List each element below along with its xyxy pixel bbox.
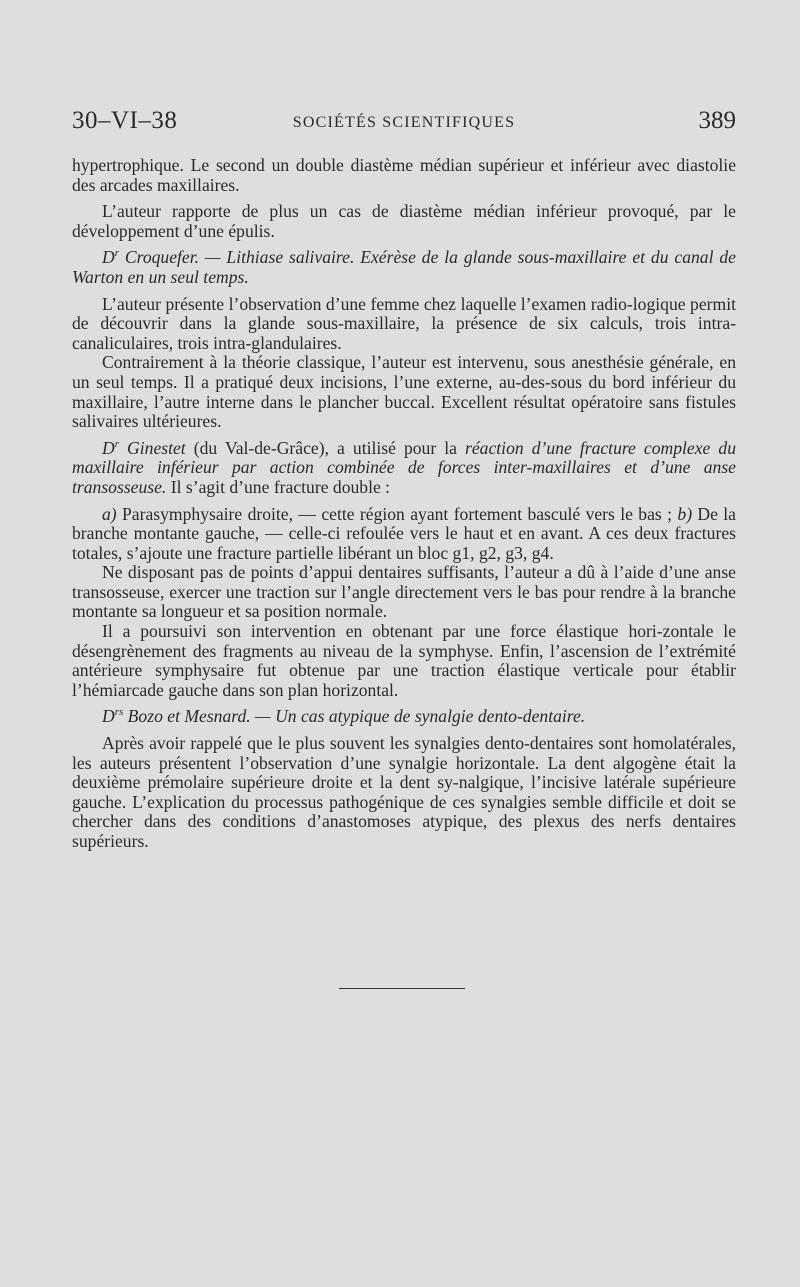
list-marker-a: a) — [102, 503, 117, 524]
section-heading-bozo-mesnard — [72, 707, 736, 727]
paragraph: Après avoir rappelé que le plus souvent les synalgies dento-dentaires sont homolatérales, les auteurs présentent l’observation d’une synalgie horizontale. La dent algogène était la deuxième prémolaire supérieure droite et la dent sy-nalgique, l’incisive latérale supérieure gauche. L’explication du processus pathogénique de ces synalgies semble difficile et doit se chercher dans des conditions d’anastomoses atypique, des plexus des nerfs dentaires supérieurs. — [72, 733, 736, 851]
author-title-sup: r — [114, 247, 119, 260]
section-heading-croquefer — [72, 248, 736, 287]
header-running-title: SOCIÉTÉS SCIENTIFIQUES — [292, 114, 516, 131]
section-divider — [339, 988, 465, 989]
heading-text: Croquefer. — Lithiase salivaire. Exérèse de la glande sous-maxillaire et du canal de Warton en un seul temps. — [72, 247, 736, 287]
author-title-sup: r — [114, 437, 119, 450]
paragraph: Il a poursuivi son intervention en obtenant par une force élastique hori-zontale le désengrènement des fragments au niveau de la symphyse. Enfin, l’ascension de l’extrémité antérieure symphysaire fut obtenue par une traction élastique verticale pour établir l’hémiarcade gauche dans son plan horizontal. — [72, 621, 736, 700]
author-title-sup: rs — [114, 706, 124, 719]
paragraph — [72, 505, 736, 564]
paragraph-text: De la branche montante gauche, — celle-ci refoulée vers le haut et en avant. A ces deux fractures totales, s’ajoute une fracture partielle libérant un bloc g1, g2, g3, g4. — [72, 503, 736, 563]
heading-text: (du Val-de-Grâce), a utilisé pour la — [185, 437, 466, 458]
author-title: D — [102, 247, 115, 268]
paragraph: Ne disposant pas de points d’appui dentaires suffisants, l’auteur a dû à l’aide d’une anse transosseuse, exercer une traction sur l’angle directement vers le bas pour rendre à la branche montante sa longueur et sa position normale. — [72, 562, 736, 622]
heading-text: Bozo et Mesnard. — Un cas atypique de synalgie dento-dentaire. — [123, 706, 586, 727]
paragraph: hypertrophique. Le second un double diastème médian supérieur et inférieur avec diastolie des arcades maxillaires. — [72, 155, 736, 195]
author-name: Ginestet — [119, 437, 186, 458]
paragraph: L’auteur rapporte de plus un cas de diastème médian inférieur provoqué, par le développement d’une épulis. — [72, 201, 736, 241]
running-header — [72, 107, 736, 141]
article-body — [72, 156, 736, 859]
paragraph: Contrairement à la théorie classique, l’auteur est intervenu, sous anesthésie générale, en un seul temps. Il a pratiqué deux incisions, l’une externe, au-des-sous du bord inférieur du maxillaire, l’autre interne dans le plancher buccal. Excellent résultat opératoire sans fistules salivaires ultérieures. — [72, 352, 736, 432]
heading-text-end: Il s’agit d’une fracture double : — [166, 476, 391, 497]
author-title: D — [102, 706, 115, 727]
paragraph-text: Parasymphysaire droite, — cette région ayant fortement basculé vers le bas ; — [116, 503, 678, 524]
paragraph: L’auteur présente l’observation d’une femme chez laquelle l’examen radio-logique permit de découvrir dans la glande sous-maxillaire, la présence de six calculs, trois intra-canaliculaires, trois intra-glandulaires. — [72, 293, 736, 353]
section-heading-ginestet — [72, 439, 736, 498]
author-title: D — [102, 437, 115, 458]
header-date: 30–VI–38 — [72, 107, 178, 134]
heading-italic-text: réaction d’une fracture complexe du maxillaire inférieur par action combinée de forces inter-maxillaires et d’une anse transosseuse. — [72, 437, 736, 497]
header-page-number: 389 — [698, 107, 736, 134]
list-marker-b: b) — [677, 503, 693, 524]
